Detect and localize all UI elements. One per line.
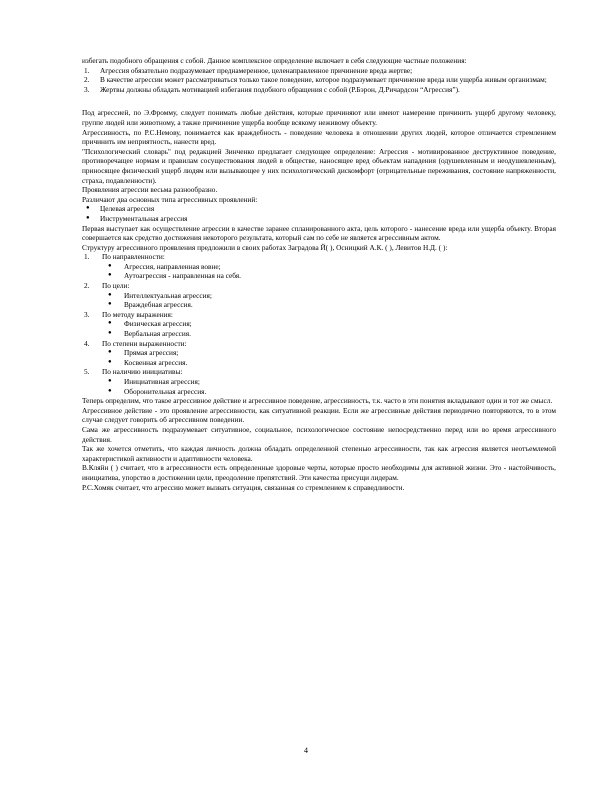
bullet-icon: ● [108, 330, 112, 337]
list-item: 1. Агрессия обязательно подразумевает преднамеренное, целенаправленное причинение вреда жертве; [84, 65, 413, 75]
sublist [82, 262, 556, 281]
page-number: 4 [304, 746, 308, 755]
list-item: ● Косвенная агрессия. [108, 357, 188, 367]
list-item: ● Враждебная агрессия. [108, 300, 193, 310]
list-item: ● Физическая агрессия; [108, 319, 192, 329]
sublist [82, 348, 556, 367]
list-item: ● Аутоагрессия - направленная на себя. [108, 271, 241, 281]
sublist [82, 319, 556, 338]
structure-list [82, 252, 556, 396]
sublist [82, 377, 556, 396]
paragraph: Различают два основных типа агрессивных проявлений: [82, 194, 258, 204]
bullet-icon: ● [86, 205, 90, 212]
paragraph: Агрессивность, по Р.С.Немову, понимается как враждебность - поведение человека в отношении других людей, которое отличается стремлением причинить им неприятность, нанести вред. [82, 127, 556, 147]
list-item: ● Инициативная агрессия; [108, 377, 200, 386]
paragraph: Теперь определим, что такое агрессивное действие и агрессивное поведение, агрессивность, т.к. часто в эти понятия вкладывают один и тот же смысл. [82, 396, 553, 406]
paragraph: Сама же агрессивность подразумевает ситуативное, социальное, психологическое состояние непосредственно перед или во время агрессивного действия. [82, 424, 556, 444]
bullet-icon: ● [108, 349, 112, 356]
list-item: 1. По направленности: [84, 252, 165, 262]
paragraph: Р.С.Хомяк считает, что агрессию может вызвать ситуация, связанная со стремлением к справедливости. [82, 482, 405, 492]
list-item: ● Оборонительная агрессия. [108, 386, 207, 396]
paragraph: Первая выступает как осуществление агрессии в качестве заранее спланированного акта, цель которого - нанесение вреда или ущерба объекту. Вторая совершается как средство достижения некоторого результата, который сам по себе не является агрессивным актом. [82, 223, 556, 243]
list-item: ● Целевая агрессия [86, 204, 155, 214]
bullet-icon: ● [108, 272, 112, 279]
intro-paragraph: избегать подобного обращения с собой. Данное комплексное определение включает в себя следующие частные положения: [82, 56, 467, 65]
conditions-list [82, 66, 556, 95]
paragraph-gap [82, 94, 556, 108]
paragraph: Так же хочется отметить, что каждая личность должна обладать определенной степенью агрессивности, так как агрессия является неотъемлемой характеристикой активности и адаптивности человека. [82, 444, 556, 463]
paragraph: Структуру агрессивного проявления предложили в своих работах Заградова Й( ), Осницкий А.К. ( ), Левитов Н.Д. ( ): [82, 242, 448, 252]
paragraph: В.Кляйн ( ) считает, что в агрессивности есть определенные здоровые черты, которые просто необходимы для активной жизни. Это - настойчивость, инициатива, упорство в достижении цели, преодоление препятствий. Эти качества присущи лидерам. [82, 463, 556, 482]
list-item: 2. В качестве агрессии может рассматриваться только такое поведение, которое подразумевает причинение вреда или ущерба живым организмам; [84, 75, 547, 85]
paragraph: Под агрессией, по Э.Фромму, следует понимать любые действия, которые причиняют или имеют намерение причинить ущерб другому человеку, группе людей или животному, а также причинение ущерба вообще всякому неживому объекту. [82, 108, 556, 127]
list-item: 5. По наличию инициативы: [84, 367, 183, 377]
list-item: ● Интеллектуальная агрессия; [108, 290, 212, 300]
list-item: ● Вербальная агрессия. [108, 329, 191, 339]
bullet-icon: ● [108, 358, 112, 365]
bullet-icon: ● [108, 320, 112, 327]
aggression-types-list [82, 204, 556, 223]
bullet-icon: ● [108, 301, 112, 308]
sublist [82, 291, 556, 310]
bullet-icon: ● [108, 262, 112, 269]
paragraph: Проявления агрессии весьма разнообразно. [82, 185, 218, 195]
bullet-icon: ● [108, 387, 112, 394]
list-item: 3. Жертвы должны обладать мотивацией избегания подобного обращения с собой (Р.Бэрон, Д.Ричардсон “Агрессия”). [84, 84, 460, 94]
list-item: 3. По методу выражения: [84, 309, 173, 319]
list-item: ● Прямая агрессия; [108, 348, 179, 358]
paragraph: "Психологический словарь" под редакцией Зинченко предлагает следующее определение: Агрессия - мотивированное деструктивное поведение, противоречащее нормам и правилам сосуществования людей в обществе, наносящее вред объектам нападения (одушевленным и неодушевленным), приносящее физический ущерб людям или вызывающее у них психологический дискомфорт (отрицательные переживания, состояние напряженности, страха, подавленности). [82, 146, 556, 185]
bullet-icon: ● [108, 378, 112, 384]
bullet-icon: ● [86, 214, 90, 221]
bullet-icon: ● [108, 291, 112, 298]
list-item: ● Агрессия, направленная вовне; [108, 261, 221, 271]
paragraph: Агрессивное действие - это проявление агрессивности, как ситуативной реакции. Если же агрессивные действия периодично повторяются, то в этом случае следует говорить об агрессивном поведении. [82, 405, 556, 425]
list-item: 2. По цели: [84, 281, 130, 291]
list-item: 4. По степени выраженности: [84, 338, 187, 348]
list-item: ● Инструментальная агрессия [86, 213, 188, 223]
document-page [82, 56, 556, 492]
